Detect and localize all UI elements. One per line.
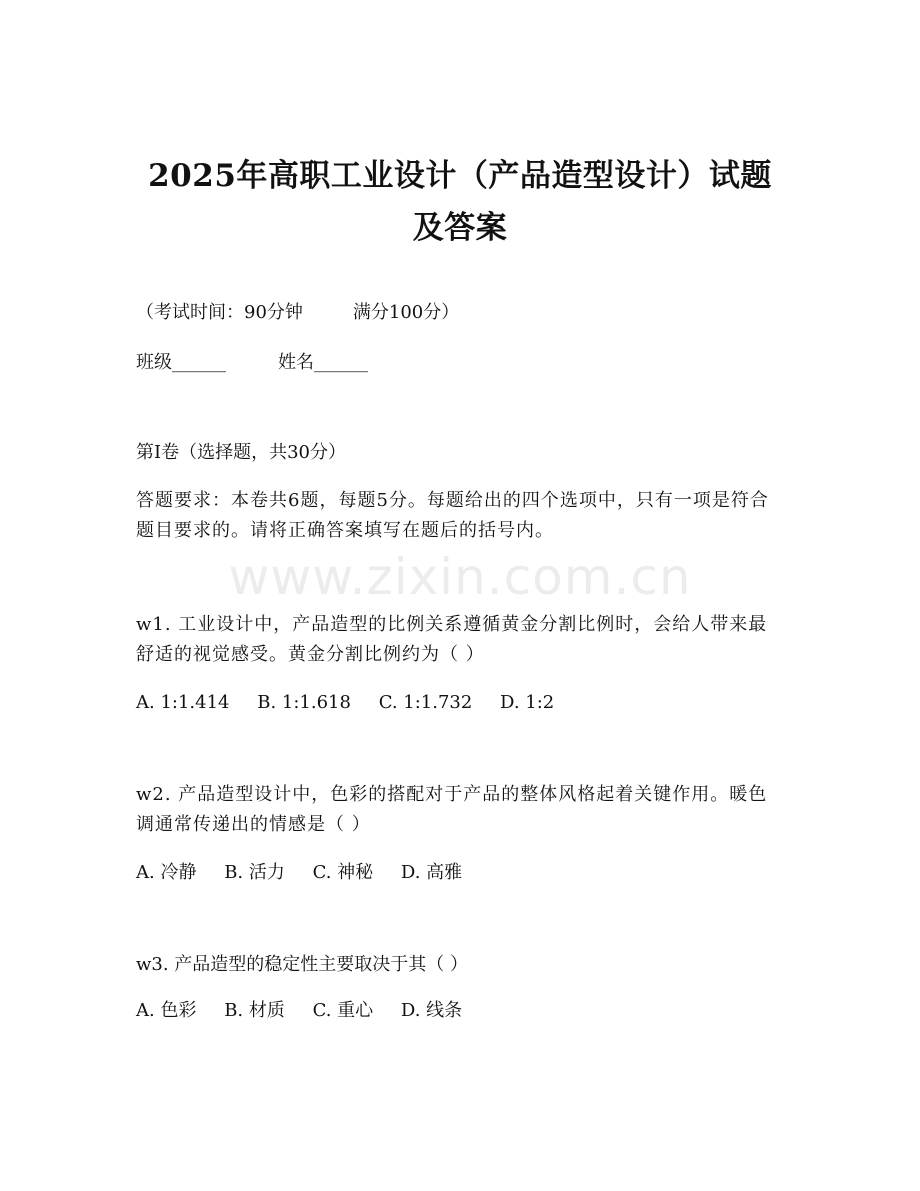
title-line-2: 及答案: [412, 210, 508, 246]
q1-option-c: C. 1:1.732: [378, 692, 473, 713]
question-3-options: [136, 998, 484, 1024]
question-2-text: w2. 产品造型设计中，色彩的搭配对于产品的整体风格起着关键作用。暖色调通常传递出的情感是（ ）: [136, 784, 768, 835]
q1-option-d: D. 1:2: [500, 692, 555, 713]
question-2-options: [136, 860, 484, 886]
q3-option-b: B. 材质: [224, 1000, 285, 1021]
document-title: [110, 150, 810, 254]
watermark: www.zixin.com.cn: [228, 548, 692, 606]
question-1-text: w1. 工业设计中，产品造型的比例关系遵循黄金分割比例时，会给人带来最舒适的视觉感受。黄金分割比例约为（ ）: [136, 614, 768, 665]
question-1-options: [136, 690, 576, 716]
student-info: [136, 350, 368, 376]
title-line-1: 2025年高职工业设计（产品造型设计）试题: [148, 158, 772, 194]
instructions: 答题要求：本卷共6题，每题5分。每题给出的四个选项中，只有一项是符合题目要求的。请将正确答案填写在题后的括号内。: [136, 490, 769, 541]
q2-option-c: C. 神秘: [312, 862, 374, 883]
section-heading: 第I卷（选择题，共30分）: [136, 442, 347, 463]
class-field: 班级______: [136, 352, 226, 373]
q3-option-d: D. 线条: [400, 1000, 463, 1021]
exam-info: [136, 300, 459, 326]
q2-option-a: A. 冷静: [136, 862, 197, 883]
name-field: 姓名______: [278, 352, 368, 373]
q2-option-b: B. 活力: [224, 862, 285, 883]
exam-time: （考试时间：90分钟: [136, 302, 303, 323]
q2-option-d: D. 高雅: [400, 862, 463, 883]
q3-option-a: A. 色彩: [136, 1000, 197, 1021]
question-3-text: w3. 产品造型的稳定性主要取决于其（ ）: [136, 954, 469, 975]
q1-option-b: B. 1:1.618: [257, 692, 351, 713]
q1-option-a: A. 1:1.414: [136, 692, 230, 713]
exam-score: 满分100分）: [352, 302, 460, 323]
q3-option-c: C. 重心: [312, 1000, 374, 1021]
